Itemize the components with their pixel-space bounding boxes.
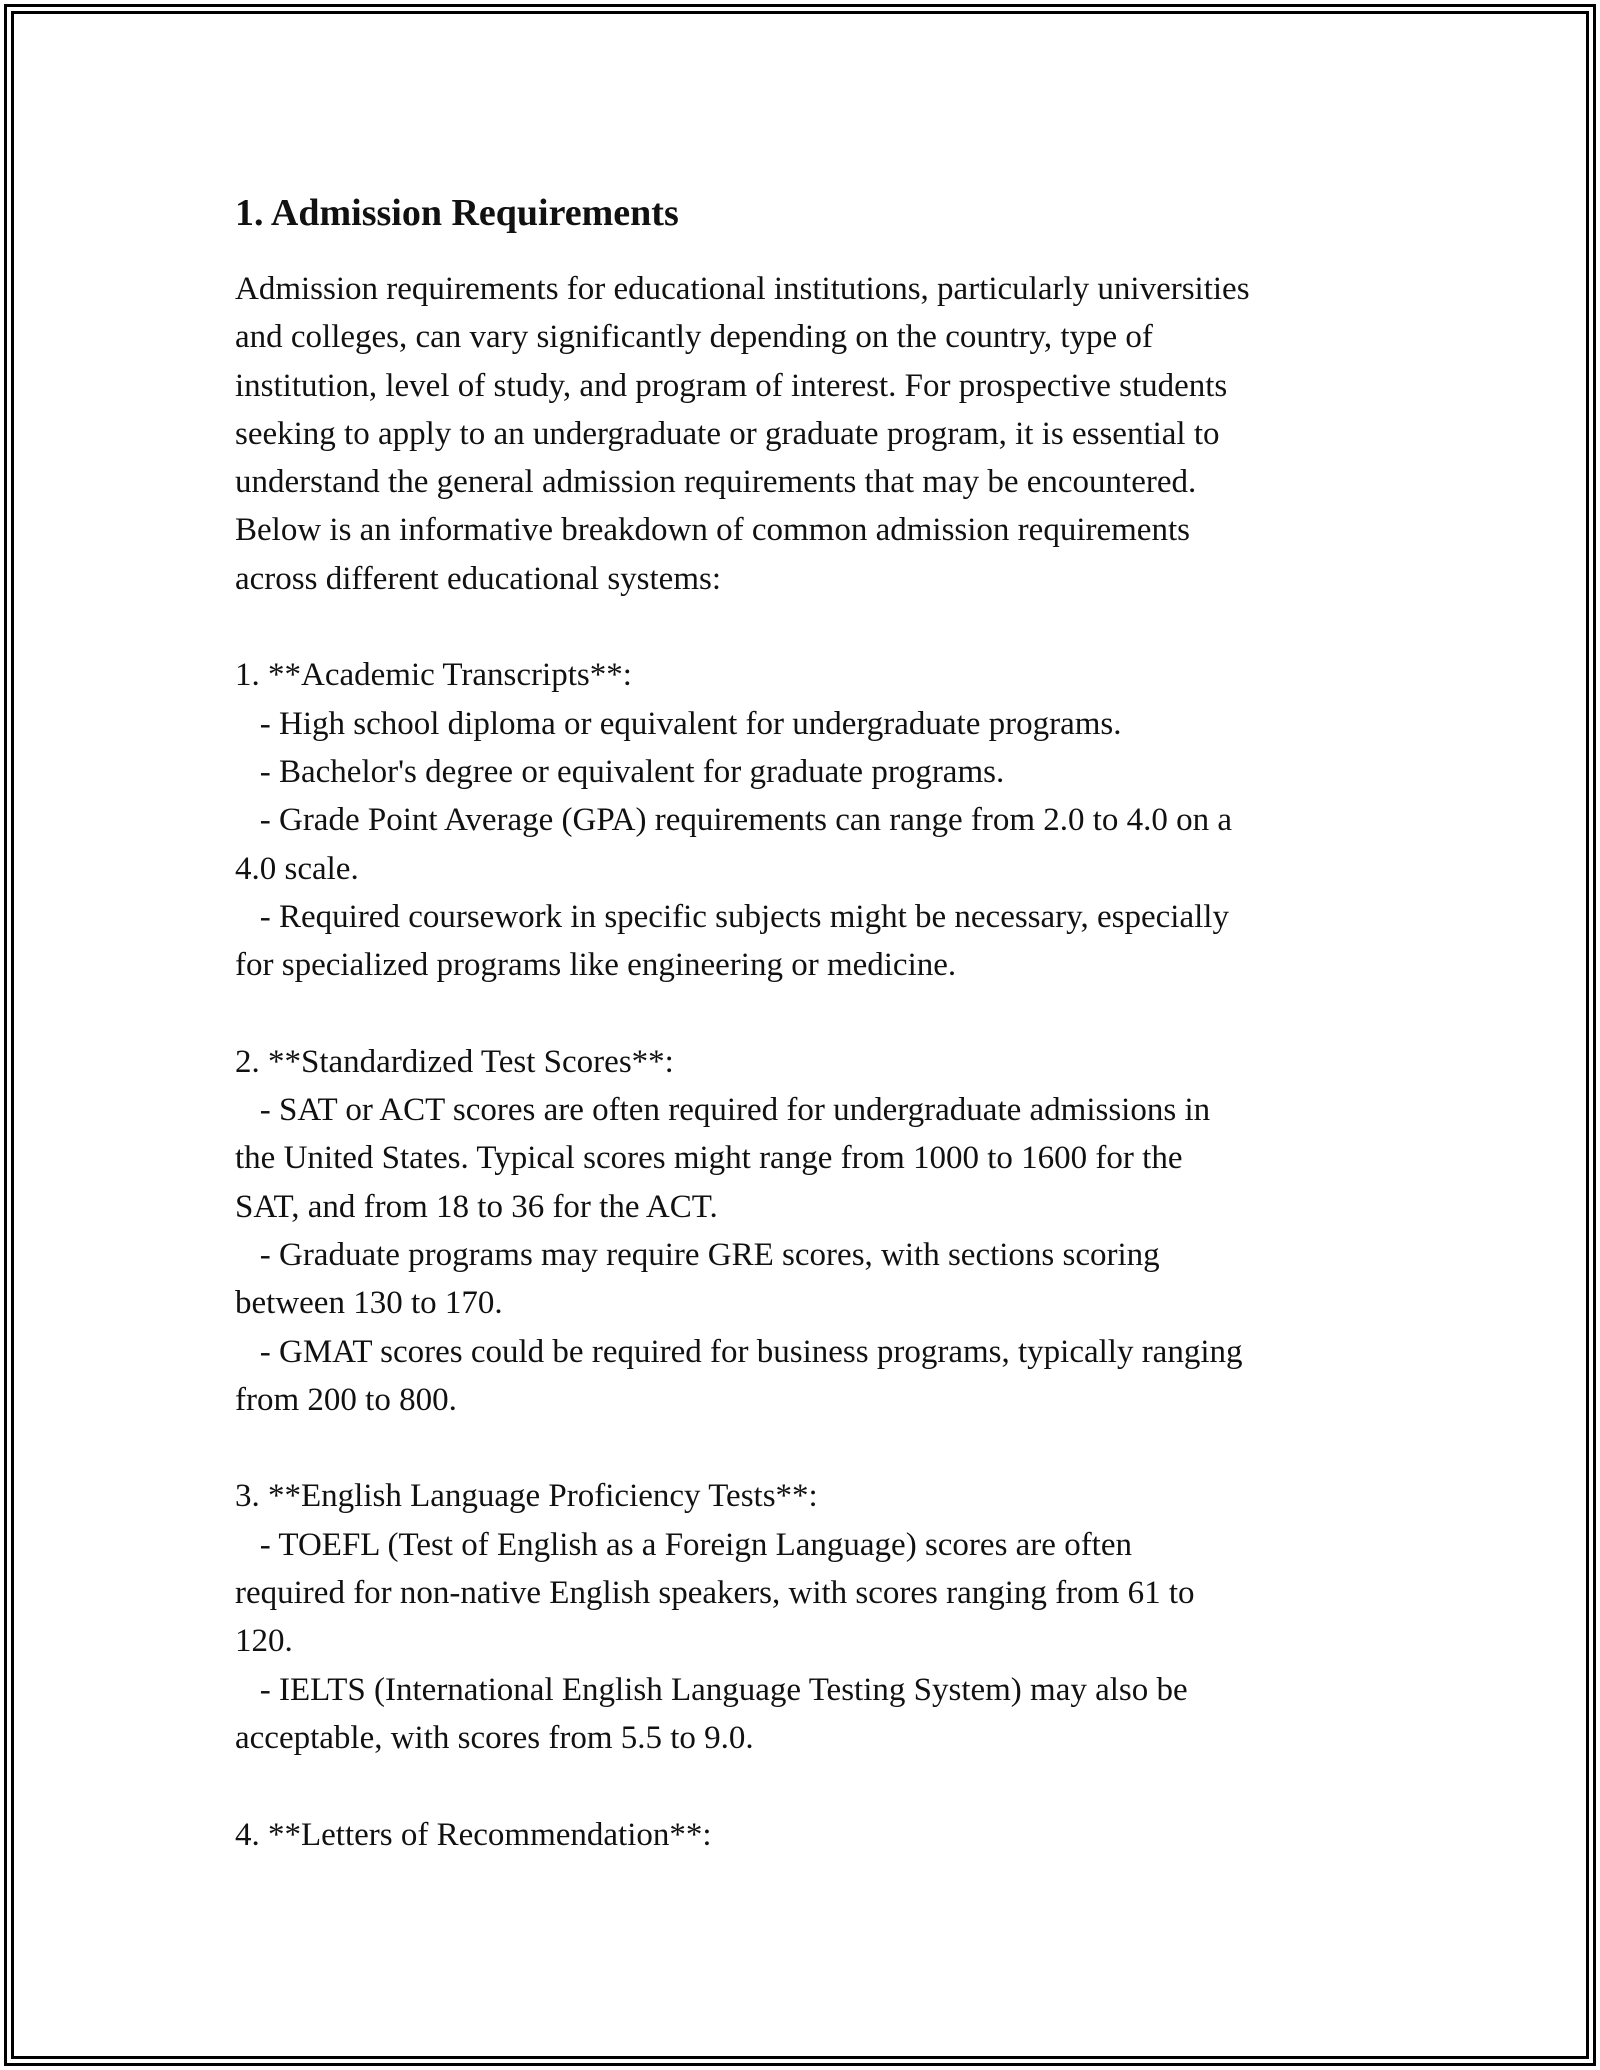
section-body-text: Admission requirements for educational institutions, particularly universities and colleges, can vary significantly depending on the country, type of institution, level of study, and program of interest. For prospective students seeking to apply to an undergraduate or graduate program, it is essential to understand the general admission requirements that may be encountered. Below is an informative breakdown of common admission requirements across different educational systems: 1. **Academic Transcripts**: - High school diploma or equivalent for undergraduate programs. - Bachelor's degree or equivalent for graduate programs. - Grade Point Average (GPA) requirements can range from 2.0 to 4.0 on a 4.0 scale. - Required coursework in specific subjects might be necessary, especially for specialized programs like engineering or medicine. 2. **Standardized Test Scores**: - SAT or ACT scores are often required for undergraduate admissions in the United States. Typical scores might range from 1000 to 1600 for the SAT, and from 18 to 36 for the ACT. - Graduate programs may require GRE scores, with sections scoring between 130 to 170. - GMAT scores could be required for business programs, typically ranging from 200 to 800. 3. **English Language Proficiency Tests**: - TOEFL (Test of English as a Foreign Language) scores are often required for non-native English speakers, with scores ranging from 61 to 120. - IELTS (International English Language Testing System) may also be acceptable, with scores from 5.5 to 9.0. 4. **Letters of Recommendation**: xyxy=(235,271,1250,1853)
document-content xyxy=(235,183,1375,1859)
section-heading: 1. Admission Requirements xyxy=(235,192,679,234)
